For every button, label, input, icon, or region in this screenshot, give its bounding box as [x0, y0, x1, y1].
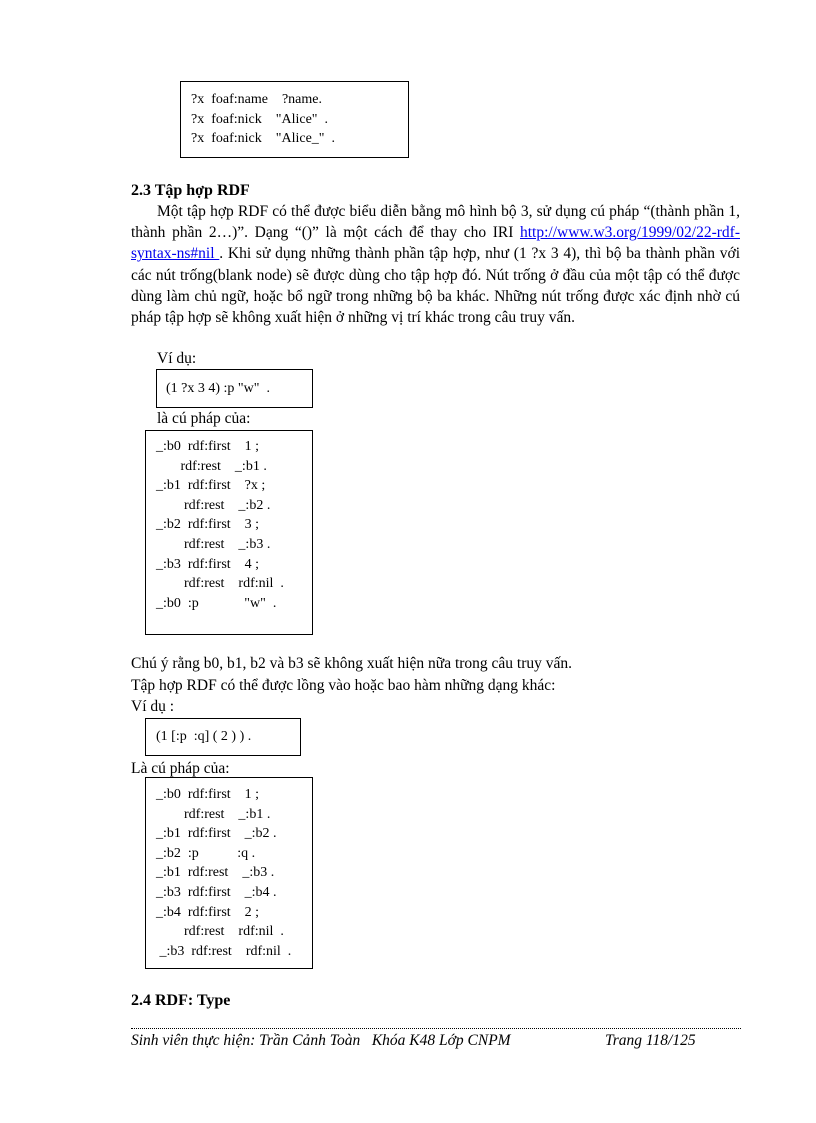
code-line: _:b3 rdf:rest rdf:nil . — [156, 943, 292, 959]
code-line: _:b2 :p :q . — [156, 845, 256, 861]
syntax-label: là cú pháp của: — [157, 410, 251, 427]
code-line: (1 ?x 3 4) :p "w" . — [166, 381, 270, 396]
example2-box — [145, 718, 301, 756]
example-box — [156, 369, 313, 408]
footer-author: Sinh viên thực hiện: Trần Cảnh Toàn Khóa K48 Lớp CNPM — [131, 1032, 511, 1049]
code-line: rdf:rest _:b1 . — [156, 458, 267, 474]
nesting-line: Tập hợp RDF có thể được lồng vào hoặc bao hàm những dạng khác: — [131, 677, 556, 694]
section-heading-2-4: 2.4 RDF: Type — [131, 992, 231, 1009]
code-line: _:b1 rdf:first ?x ; — [156, 478, 266, 494]
footer-rule — [131, 1028, 741, 1029]
code-line: rdf:rest rdf:nil . — [156, 576, 284, 592]
code-line: ?x foaf:nick "Alice_" . — [191, 131, 335, 147]
code-line: (1 [:p :q] ( 2 ) ) . — [156, 729, 252, 744]
code-line: ?x foaf:name ?name. — [191, 92, 322, 107]
section-heading-2-3: 2.3 Tập hợp RDF — [131, 182, 250, 199]
note-line: Chú ý rằng b0, b1, b2 và b3 sẽ không xuất hiện nữa trong câu truy vấn. — [131, 655, 573, 672]
code-line: rdf:rest rdf:nil . — [156, 924, 284, 940]
code-line: _:b0 rdf:first 1 ; — [156, 439, 260, 454]
footer-page-number: Trang 118/125 — [605, 1032, 696, 1049]
foaf-triples-box — [180, 81, 409, 158]
code-line: _:b1 rdf:first _:b2 . — [156, 826, 277, 842]
code-line: _:b0 rdf:first 1 ; — [156, 787, 260, 802]
syntax-box — [145, 430, 313, 635]
collection-paragraph — [131, 201, 740, 328]
syntax2-label: Là cú pháp của: — [131, 760, 230, 777]
code-line: ?x foaf:nick "Alice" . — [191, 111, 328, 127]
code-line: _:b3 rdf:first _:b4 . — [156, 884, 277, 900]
example-label: Ví dụ: — [157, 350, 197, 367]
code-line: rdf:rest _:b1 . — [156, 806, 271, 822]
rdf-nil-link[interactable]: http://www.w3.org/1999/02/22-rdf-syntax-ns#nil — [131, 224, 740, 263]
code-line: _:b0 :p "w" . — [156, 595, 277, 611]
paragraph-text: Một tập hợp RDF có thể được biểu diễn bằng mô hình bộ 3, sử dụng cú pháp “(thành phần 1, thành phần 2…)”. Dạng “()” là một cách để thay cho IRI — [131, 203, 740, 242]
code-line: _:b3 rdf:first 4 ; — [156, 556, 260, 572]
code-line: _:b2 rdf:first 3 ; — [156, 517, 260, 533]
page-footer — [131, 1032, 741, 1050]
code-line: rdf:rest _:b2 . — [156, 497, 271, 513]
code-line: rdf:rest _:b3 . — [156, 536, 271, 552]
syntax2-box — [145, 777, 313, 969]
example2-label: Ví dụ : — [131, 698, 175, 715]
code-line: _:b1 rdf:rest _:b3 . — [156, 865, 275, 881]
code-line: _:b4 rdf:first 2 ; — [156, 904, 260, 920]
paragraph-text: . Khi sử dụng những thành phần tập hợp, như (1 ?x 3 4), thì bộ ba thành phần với các nút trống(blank node) sẽ được dùng cho tập hợp đó. Nút trống ở đầu của một tập có thể được dùng làm chủ ngữ, hoặc bổ ngữ trong những bộ ba khác. Những nút trống được xác định nhờ cú pháp tập hợp sẽ không xuất hiện ở những vị trí khác trong câu truy vấn. — [131, 245, 741, 327]
